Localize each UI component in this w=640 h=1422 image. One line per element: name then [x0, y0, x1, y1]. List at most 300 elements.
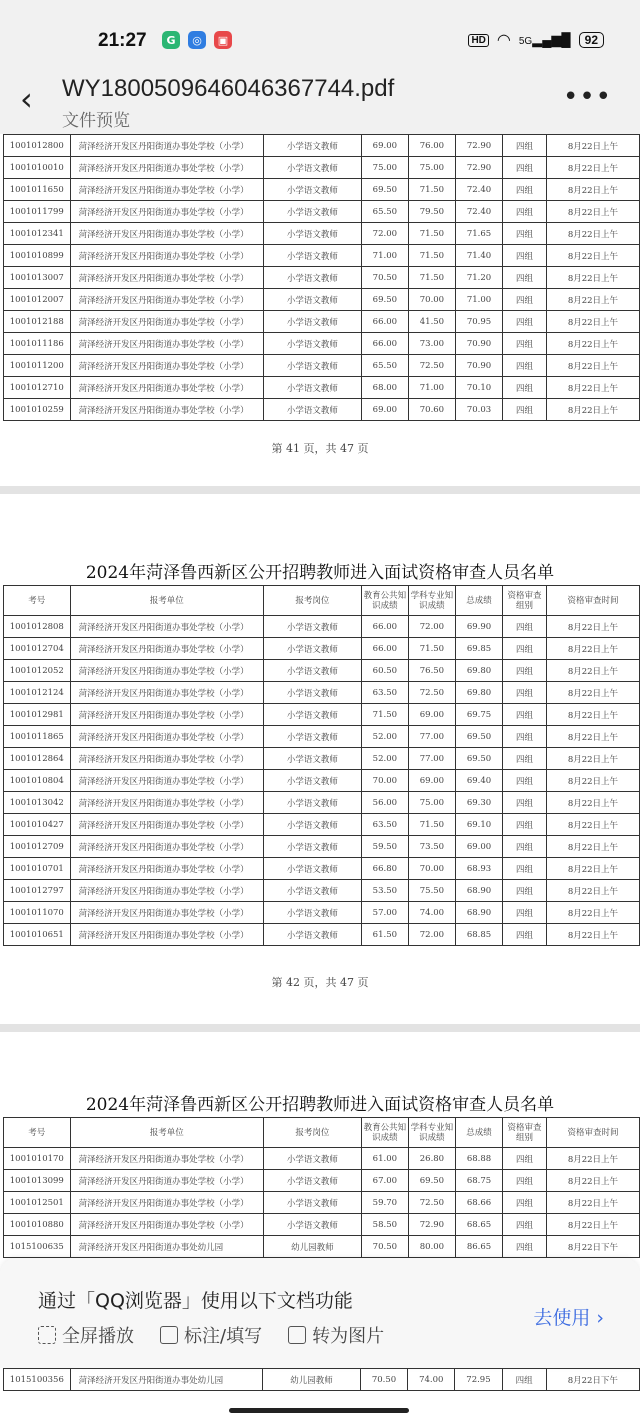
- table-cell: 1001011650: [4, 179, 71, 201]
- table-cell: 四组: [503, 1170, 547, 1192]
- table-row: [4, 880, 640, 902]
- table-cell: 1001012710: [4, 377, 71, 399]
- table-cell: 72.00: [361, 223, 408, 245]
- table-row: [4, 223, 640, 245]
- table-cell: 73.50: [408, 836, 455, 858]
- table-cell: 26.80: [408, 1148, 455, 1170]
- table-cell: 菏泽经济开发区丹阳街道办事处学校（小学）: [70, 748, 263, 770]
- table-cell: 四组: [503, 638, 547, 660]
- table-cell: 小学语文教师: [263, 1148, 361, 1170]
- table-cell: 菏泽经济开发区丹阳街道办事处学校（小学）: [70, 201, 263, 223]
- table-cell: 60.50: [361, 660, 408, 682]
- table-row: [4, 836, 640, 858]
- table-cell: 68.66: [455, 1192, 502, 1214]
- table-cell: 菏泽经济开发区丹阳街道办事处学校（小学）: [70, 1214, 263, 1236]
- table-cell: 72.95: [455, 1369, 502, 1391]
- table-cell: 四组: [503, 1148, 547, 1170]
- table-cell: 68.88: [455, 1148, 502, 1170]
- table-row: [4, 311, 640, 333]
- table-cell: 幼儿园教师: [263, 1236, 361, 1258]
- edit-icon: [160, 1326, 178, 1344]
- table-cell: 菏泽经济开发区丹阳街道办事处学校（小学）: [70, 311, 263, 333]
- table-cell: 菏泽经济开发区丹阳街道办事处学校（小学）: [70, 1148, 263, 1170]
- page-separator: [0, 486, 640, 494]
- table-cell: 四组: [503, 924, 547, 946]
- results-table: [3, 585, 640, 946]
- table-cell: 68.65: [455, 1214, 502, 1236]
- table-cell: 70.50: [361, 267, 408, 289]
- results-table: [3, 1117, 640, 1258]
- table-cell: 菏泽经济开发区丹阳街道办事处学校（小学）: [70, 814, 263, 836]
- qq-browser-prompt: [0, 1258, 640, 1368]
- table-cell: 菏泽经济开发区丹阳街道办事处学校（小学）: [70, 770, 263, 792]
- table-cell: 8月22日上午: [546, 704, 639, 726]
- column-header: 总成绩: [455, 1118, 502, 1148]
- table-cell: 72.90: [408, 1214, 455, 1236]
- table-cell: 四组: [503, 333, 547, 355]
- table-cell: 72.40: [455, 179, 502, 201]
- table-cell: 四组: [503, 880, 547, 902]
- table-cell: 68.85: [455, 924, 502, 946]
- battery-icon: 92: [579, 32, 604, 48]
- table-cell: 69.30: [455, 792, 502, 814]
- table-cell: 菏泽经济开发区丹阳街道办事处学校（小学）: [70, 924, 263, 946]
- fullscreen-icon: [38, 1326, 56, 1344]
- table-cell: 8月22日上午: [546, 223, 639, 245]
- table-cell: 76.50: [408, 660, 455, 682]
- column-header: 报考单位: [70, 1118, 263, 1148]
- table-row: [4, 704, 640, 726]
- image-icon: [288, 1326, 306, 1344]
- table-cell: 菏泽经济开发区丹阳街道办事处学校（小学）: [70, 660, 263, 682]
- table-row: [4, 616, 640, 638]
- table-row: [4, 377, 640, 399]
- table-cell: 1001012981: [4, 704, 71, 726]
- table-cell: 74.00: [408, 902, 455, 924]
- column-header: 资格审查组别: [503, 1118, 547, 1148]
- table-row: [4, 201, 640, 223]
- table-cell: 菏泽经济开发区丹阳街道办事处学校（小学）: [70, 1192, 263, 1214]
- table-row: [4, 1214, 640, 1236]
- table-cell: 69.50: [408, 1170, 455, 1192]
- table-cell: 四组: [503, 399, 547, 421]
- table-cell: 69.50: [361, 289, 408, 311]
- table-cell: 69.00: [361, 135, 408, 157]
- column-header: 学科专业知识成绩: [408, 1118, 455, 1148]
- table-cell: 63.50: [361, 814, 408, 836]
- table-cell: 1001011186: [4, 333, 71, 355]
- table-cell: 1001012007: [4, 289, 71, 311]
- table-cell: 8月22日上午: [546, 660, 639, 682]
- page-separator: [0, 1024, 640, 1032]
- table-cell: 小学语文教师: [263, 660, 361, 682]
- table-cell: 71.50: [361, 704, 408, 726]
- table-cell: 70.00: [408, 289, 455, 311]
- table-cell: 8月22日上午: [546, 135, 639, 157]
- table-cell: 8月22日上午: [546, 616, 639, 638]
- table-cell: 菏泽经济开发区丹阳街道办事处学校（小学）: [70, 223, 263, 245]
- table-cell: 菏泽经济开发区丹阳街道办事处学校（小学）: [70, 902, 263, 924]
- table-row: [4, 638, 640, 660]
- table-cell: 1001010170: [4, 1148, 71, 1170]
- table-cell: 71.50: [408, 267, 455, 289]
- table-cell: 63.50: [361, 682, 408, 704]
- table-cell: 69.10: [455, 814, 502, 836]
- table-cell: 小学语文教师: [263, 311, 361, 333]
- page-footer: 第 42 页，共 47 页: [271, 976, 369, 989]
- table-cell: 菏泽经济开发区丹阳街道办事处学校（小学）: [70, 377, 263, 399]
- table-cell: 70.50: [361, 1236, 408, 1258]
- table-cell: 小学语文教师: [263, 770, 361, 792]
- table-row: [4, 1192, 640, 1214]
- table-cell: 77.00: [408, 748, 455, 770]
- table-cell: 41.50: [408, 311, 455, 333]
- table-cell: 68.75: [455, 1170, 502, 1192]
- column-header: 教育公共知识成绩: [361, 586, 408, 616]
- table-cell: 69.00: [361, 399, 408, 421]
- table-cell: 61.00: [361, 1148, 408, 1170]
- table-cell: 小学语文教师: [263, 1192, 361, 1214]
- table-cell: 小学语文教师: [263, 377, 361, 399]
- table-cell: 1001010880: [4, 1214, 71, 1236]
- table-row: [4, 682, 640, 704]
- table-cell: 75.00: [408, 792, 455, 814]
- table-cell: 71.20: [455, 267, 502, 289]
- table-cell: 小学语文教师: [263, 135, 361, 157]
- table-cell: 86.65: [455, 1236, 502, 1258]
- table-cell: 四组: [503, 377, 547, 399]
- fullscreen-action[interactable]: 全屏播放: [38, 1322, 134, 1348]
- table-cell: 四组: [503, 902, 547, 924]
- back-button[interactable]: ‹: [20, 80, 33, 118]
- table-cell: 68.90: [455, 880, 502, 902]
- pdf-page: [0, 134, 640, 486]
- table-cell: 1001012188: [4, 311, 71, 333]
- table-row: [4, 399, 640, 421]
- table-cell: 小学语文教师: [263, 399, 361, 421]
- table-cell: 8月22日上午: [546, 289, 639, 311]
- table-cell: 8月22日上午: [546, 770, 639, 792]
- table-cell: 小学语文教师: [263, 704, 361, 726]
- table-cell: 69.80: [455, 682, 502, 704]
- table-cell: 71.50: [408, 245, 455, 267]
- table-cell: 小学语文教师: [263, 726, 361, 748]
- table-cell: 四组: [503, 792, 547, 814]
- table-cell: 8月22日上午: [546, 836, 639, 858]
- table-cell: 小学语文教师: [263, 924, 361, 946]
- table-cell: 1001012704: [4, 638, 71, 660]
- table-cell: 8月22日上午: [546, 311, 639, 333]
- file-subtitle: 文件预览: [62, 111, 130, 131]
- column-header: 教育公共知识成绩: [361, 1118, 408, 1148]
- table-cell: 四组: [503, 660, 547, 682]
- table-cell: 8月22日上午: [546, 245, 639, 267]
- table-cell: 8月22日上午: [546, 924, 639, 946]
- table-cell: 四组: [503, 1214, 547, 1236]
- table-cell: 70.00: [361, 770, 408, 792]
- table-cell: 57.00: [361, 902, 408, 924]
- table-cell: 8月22日上午: [546, 902, 639, 924]
- table-cell: 四组: [503, 682, 547, 704]
- table-cell: 59.70: [361, 1192, 408, 1214]
- notification-app-icon: ▣: [214, 31, 232, 49]
- table-cell: 70.10: [455, 377, 502, 399]
- table-cell: 1001012501: [4, 1192, 71, 1214]
- table-row: [4, 245, 640, 267]
- table-cell: 75.00: [408, 157, 455, 179]
- table-cell: 菏泽经济开发区丹阳街道办事处学校（小学）: [70, 682, 263, 704]
- table-cell: 8月22日上午: [546, 377, 639, 399]
- table-cell: 66.80: [361, 858, 408, 880]
- table-cell: 1001011865: [4, 726, 71, 748]
- table-cell: 72.50: [408, 682, 455, 704]
- page-footer: 第 41 页，共 47 页: [271, 442, 369, 455]
- table-cell: 58.50: [361, 1214, 408, 1236]
- table-row: [4, 1148, 640, 1170]
- table-cell: 71.00: [361, 245, 408, 267]
- column-header: 报考岗位: [263, 586, 361, 616]
- table-cell: 69.50: [455, 726, 502, 748]
- column-header: 总成绩: [455, 586, 502, 616]
- table-cell: 52.00: [361, 748, 408, 770]
- table-row: [4, 726, 640, 748]
- table-cell: 菏泽经济开发区丹阳街道办事处学校（小学）: [70, 267, 263, 289]
- table-row: [4, 289, 640, 311]
- table-cell: 8月22日下午: [546, 1236, 639, 1258]
- results-table: [3, 1368, 640, 1391]
- table-cell: 70.90: [455, 355, 502, 377]
- table-cell: 菏泽经济开发区丹阳街道办事处学校（小学）: [70, 836, 263, 858]
- table-cell: 72.50: [408, 355, 455, 377]
- table-cell: 菏泽经济开发区丹阳街道办事处学校（小学）: [70, 792, 263, 814]
- table-cell: 菏泽经济开发区丹阳街道办事处学校（小学）: [70, 858, 263, 880]
- column-header: 考号: [4, 586, 71, 616]
- go-use-button[interactable]: 去使用 ›: [533, 1307, 604, 1329]
- table-cell: 53.50: [361, 880, 408, 902]
- to-image-action[interactable]: 转为图片: [288, 1322, 384, 1348]
- table-cell: 小学语文教师: [263, 223, 361, 245]
- table-cell: 1001012864: [4, 748, 71, 770]
- table-cell: 8月22日上午: [546, 179, 639, 201]
- table-cell: 71.00: [455, 289, 502, 311]
- table-cell: 79.50: [408, 201, 455, 223]
- table-cell: 幼儿园教师: [263, 1369, 361, 1391]
- table-cell: 菏泽经济开发区丹阳街道办事处学校（小学）: [70, 638, 263, 660]
- table-cell: 1001010427: [4, 814, 71, 836]
- table-cell: 菏泽经济开发区丹阳街道办事处学校（小学）: [70, 179, 263, 201]
- table-cell: 66.00: [361, 638, 408, 660]
- table-cell: 1001012124: [4, 682, 71, 704]
- table-cell: 8月22日上午: [546, 1192, 639, 1214]
- table-cell: 小学语文教师: [263, 858, 361, 880]
- table-cell: 70.03: [455, 399, 502, 421]
- table-cell: 1015100356: [4, 1369, 71, 1391]
- table-row: [4, 814, 640, 836]
- table-cell: 四组: [503, 770, 547, 792]
- column-header: 考号: [4, 1118, 71, 1148]
- table-cell: 71.00: [408, 377, 455, 399]
- system-icons: [468, 30, 604, 50]
- table-row: [4, 902, 640, 924]
- table-cell: 菏泽经济开发区丹阳街道办事处学校（小学）: [70, 289, 263, 311]
- hd-icon: HD: [468, 34, 488, 47]
- table-cell: 四组: [503, 201, 547, 223]
- column-header: 报考单位: [70, 586, 263, 616]
- prompt-actions: [38, 1322, 384, 1348]
- table-cell: 菏泽经济开发区丹阳街道办事处学校（小学）: [70, 616, 263, 638]
- table-cell: 71.40: [455, 245, 502, 267]
- table-cell: 8月22日上午: [546, 267, 639, 289]
- table-cell: 8月22日上午: [546, 880, 639, 902]
- table-cell: 8月22日上午: [546, 792, 639, 814]
- table-cell: 59.50: [361, 836, 408, 858]
- table-cell: 菏泽经济开发区丹阳街道办事处学校（小学）: [70, 399, 263, 421]
- table-cell: 四组: [503, 311, 547, 333]
- table-cell: 四组: [503, 355, 547, 377]
- column-header: 资格审查时间: [546, 1118, 639, 1148]
- table-cell: 69.00: [455, 836, 502, 858]
- table-cell: 小学语文教师: [263, 1214, 361, 1236]
- table-cell: 73.00: [408, 333, 455, 355]
- table-cell: 菏泽经济开发区丹阳街道办事处学校（小学）: [70, 333, 263, 355]
- column-header: 资格审查组别: [503, 586, 547, 616]
- pdf-viewer[interactable]: [0, 134, 640, 1422]
- table-cell: 71.50: [408, 179, 455, 201]
- table-cell: 小学语文教师: [263, 836, 361, 858]
- table-cell: 69.85: [455, 638, 502, 660]
- table-cell: 70.95: [455, 311, 502, 333]
- table-cell: 72.50: [408, 1192, 455, 1214]
- pdf-page: [0, 494, 640, 1024]
- table-cell: 70.50: [360, 1369, 407, 1391]
- column-header: 学科专业知识成绩: [408, 586, 455, 616]
- table-cell: 1001011070: [4, 902, 71, 924]
- pdf-page-bottom: [0, 1368, 640, 1422]
- table-cell: 四组: [503, 858, 547, 880]
- table-cell: 70.60: [408, 399, 455, 421]
- table-cell: 小学语文教师: [263, 616, 361, 638]
- table-cell: 小学语文教师: [263, 1170, 361, 1192]
- table-cell: 8月22日上午: [546, 858, 639, 880]
- table-cell: 69.00: [408, 704, 455, 726]
- table-cell: 72.00: [408, 616, 455, 638]
- table-cell: 小学语文教师: [263, 638, 361, 660]
- table-cell: 69.80: [455, 660, 502, 682]
- table-cell: 四组: [503, 726, 547, 748]
- table-cell: 66.00: [361, 333, 408, 355]
- results-table: [3, 134, 640, 421]
- table-cell: 菏泽经济开发区丹阳街道办事处学校（小学）: [70, 880, 263, 902]
- table-cell: 1015100635: [4, 1236, 71, 1258]
- table-cell: 小学语文教师: [263, 157, 361, 179]
- table-cell: 菏泽经济开发区丹阳街道办事处学校（小学）: [70, 157, 263, 179]
- table-cell: 8月22日上午: [546, 355, 639, 377]
- table-cell: 8月22日上午: [546, 157, 639, 179]
- table-cell: 菏泽经济开发区丹阳街道办事处学校（小学）: [70, 245, 263, 267]
- table-cell: 小学语文教师: [263, 201, 361, 223]
- table-cell: 四组: [503, 1236, 547, 1258]
- column-header: 报考岗位: [263, 1118, 361, 1148]
- table-row: [4, 355, 640, 377]
- table-cell: 8月22日上午: [546, 399, 639, 421]
- table-cell: 小学语文教师: [263, 880, 361, 902]
- table-cell: 菏泽经济开发区丹阳街道办事处学校（小学）: [70, 726, 263, 748]
- table-cell: 71.65: [455, 223, 502, 245]
- table-cell: 菏泽经济开发区丹阳街道办事处学校（小学）: [70, 704, 263, 726]
- table-cell: 小学语文教师: [263, 267, 361, 289]
- table-cell: 四组: [503, 157, 547, 179]
- table-cell: 1001010259: [4, 399, 71, 421]
- table-cell: 小学语文教师: [263, 792, 361, 814]
- table-cell: 四组: [503, 245, 547, 267]
- table-row: [4, 770, 640, 792]
- table-cell: 1001013042: [4, 792, 71, 814]
- table-cell: 小学语文教师: [263, 355, 361, 377]
- table-cell: 1001012800: [4, 135, 71, 157]
- table-cell: 69.75: [455, 704, 502, 726]
- table-cell: 四组: [503, 289, 547, 311]
- table-cell: 四组: [503, 135, 547, 157]
- table-cell: 小学语文教师: [263, 814, 361, 836]
- annotate-action[interactable]: 标注/填写: [160, 1322, 262, 1348]
- table-cell: 8月22日上午: [546, 201, 639, 223]
- table-row: [4, 1236, 640, 1258]
- table-cell: 56.00: [361, 792, 408, 814]
- table-cell: 8月22日上午: [546, 1214, 639, 1236]
- table-cell: 77.00: [408, 726, 455, 748]
- table-cell: 74.00: [408, 1369, 455, 1391]
- table-cell: 52.00: [361, 726, 408, 748]
- home-indicator[interactable]: [229, 1408, 409, 1413]
- table-cell: 67.00: [361, 1170, 408, 1192]
- status-bar: [0, 0, 640, 80]
- table-row: [4, 792, 640, 814]
- table-cell: 8月22日下午: [546, 1369, 639, 1391]
- table-cell: 8月22日上午: [546, 1148, 639, 1170]
- table-cell: 1001010010: [4, 157, 71, 179]
- file-title: WY18005096460463677​44.pdf: [62, 75, 395, 102]
- table-cell: 四组: [503, 1192, 547, 1214]
- document-title: 2024年菏泽鲁西新区公开招聘教师进入面试资格审查人员名单: [85, 563, 555, 583]
- table-row: [4, 924, 640, 946]
- table-cell: 1001010701: [4, 858, 71, 880]
- table-cell: 68.90: [455, 902, 502, 924]
- table-cell: 1001010651: [4, 924, 71, 946]
- table-row: [4, 179, 640, 201]
- table-cell: 8月22日上午: [546, 638, 639, 660]
- table-cell: 1001011200: [4, 355, 71, 377]
- table-cell: 菏泽经济开发区丹阳街道办事处学校（小学）: [70, 1170, 263, 1192]
- table-row: [4, 1170, 640, 1192]
- app-header: [0, 70, 640, 134]
- table-cell: 8月22日上午: [546, 333, 639, 355]
- table-cell: 1001011799: [4, 201, 71, 223]
- table-cell: 68.00: [361, 377, 408, 399]
- notification-app-icon: G: [162, 31, 180, 49]
- wifi-icon: ◠: [496, 32, 511, 49]
- table-cell: 1001013099: [4, 1170, 71, 1192]
- signal-icon: 5G▂▄▆█: [518, 32, 571, 47]
- notification-app-icon: ◎: [188, 31, 206, 49]
- table-cell: 1001012709: [4, 836, 71, 858]
- table-cell: 菏泽经济开发区丹阳街道办事处幼儿园: [70, 1236, 263, 1258]
- table-cell: 1001010899: [4, 245, 71, 267]
- table-cell: 小学语文教师: [263, 333, 361, 355]
- table-cell: 小学语文教师: [263, 902, 361, 924]
- table-cell: 61.50: [361, 924, 408, 946]
- more-menu-button[interactable]: •••: [562, 82, 612, 112]
- table-cell: 69.50: [361, 179, 408, 201]
